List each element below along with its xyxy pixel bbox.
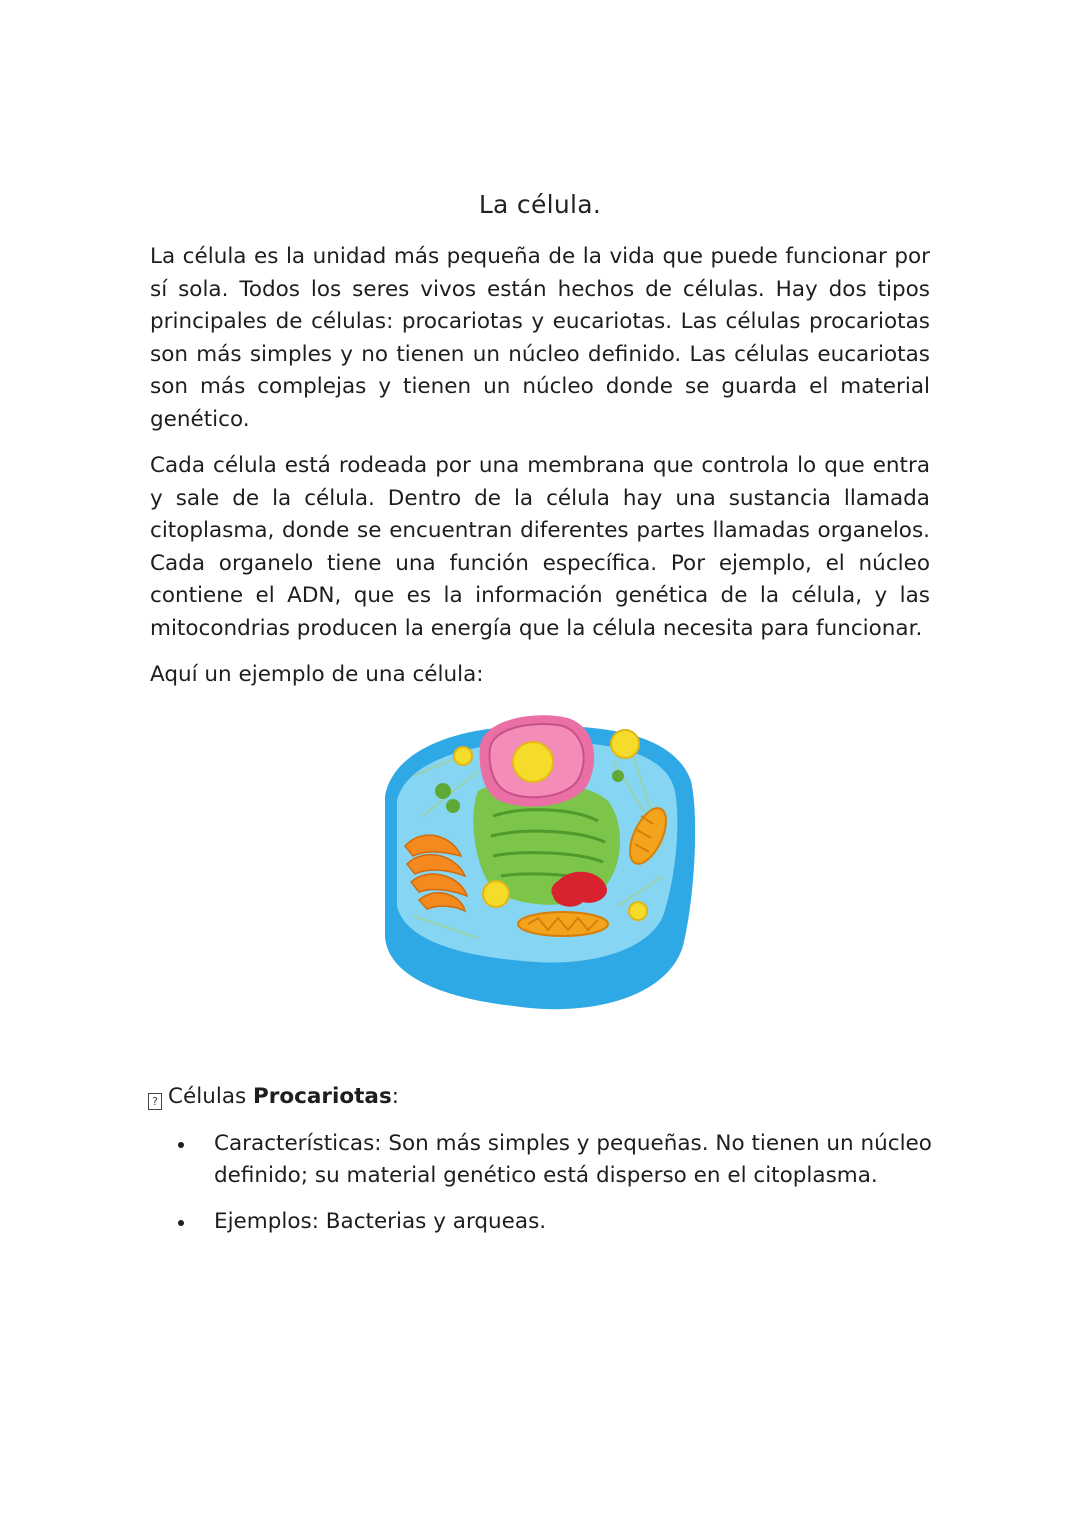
animal-cell-diagram xyxy=(383,706,695,1018)
list-item-text: Ejemplos: Bacterias y arqueas. xyxy=(214,1209,547,1234)
nucleolus xyxy=(513,742,553,782)
paragraph-example-intro: Aquí un ejemplo de una célula: xyxy=(150,662,484,687)
missing-glyph-icon: ? xyxy=(148,1093,162,1110)
list-item xyxy=(150,1206,940,1238)
bullet-icon xyxy=(178,1142,184,1148)
list-item xyxy=(150,1128,940,1192)
cell-illustration xyxy=(383,706,695,1018)
list-item-text: Características: Son más simples y pequeñas. No tienen un núcleo definido; su material genético está disperso en el citoplasma. xyxy=(214,1131,932,1188)
section-heading-procariotas xyxy=(148,1081,399,1113)
section-heading-suffix: : xyxy=(391,1084,399,1109)
paragraph-membrane: Cada célula está rodeada por una membrana que controla lo que entra y sale de la célula. Dentro de la célula hay una sustancia llamada citoplasma, donde se encuentran diferentes partes llamadas organelos. Cada organelo tiene una función específica. Por ejemplo, el núcleo contiene el ADN, que es la información genética de la célula, y las mitocondrias producen la energía que la célula necesita para funcionar. xyxy=(150,453,930,641)
paragraph-intro: La célula es la unidad más pequeña de la vida que puede funcionar por sí sola. Todos los seres vivos están hechos de células. Hay dos tipos principales de células: procariotas y eucariotas. Las células procariotas son más simples y no tienen un núcleo definido. Las células eucariotas son más complejas y tienen un núcleo donde se guarda el material genético. xyxy=(150,244,930,432)
nucleus xyxy=(480,715,595,806)
procariotas-list xyxy=(150,1128,940,1252)
bullet-icon xyxy=(178,1220,184,1226)
page-title: La célula. xyxy=(478,190,602,219)
section-heading-prefix: Células xyxy=(168,1084,254,1109)
section-heading-bold: Procariotas xyxy=(253,1084,392,1109)
